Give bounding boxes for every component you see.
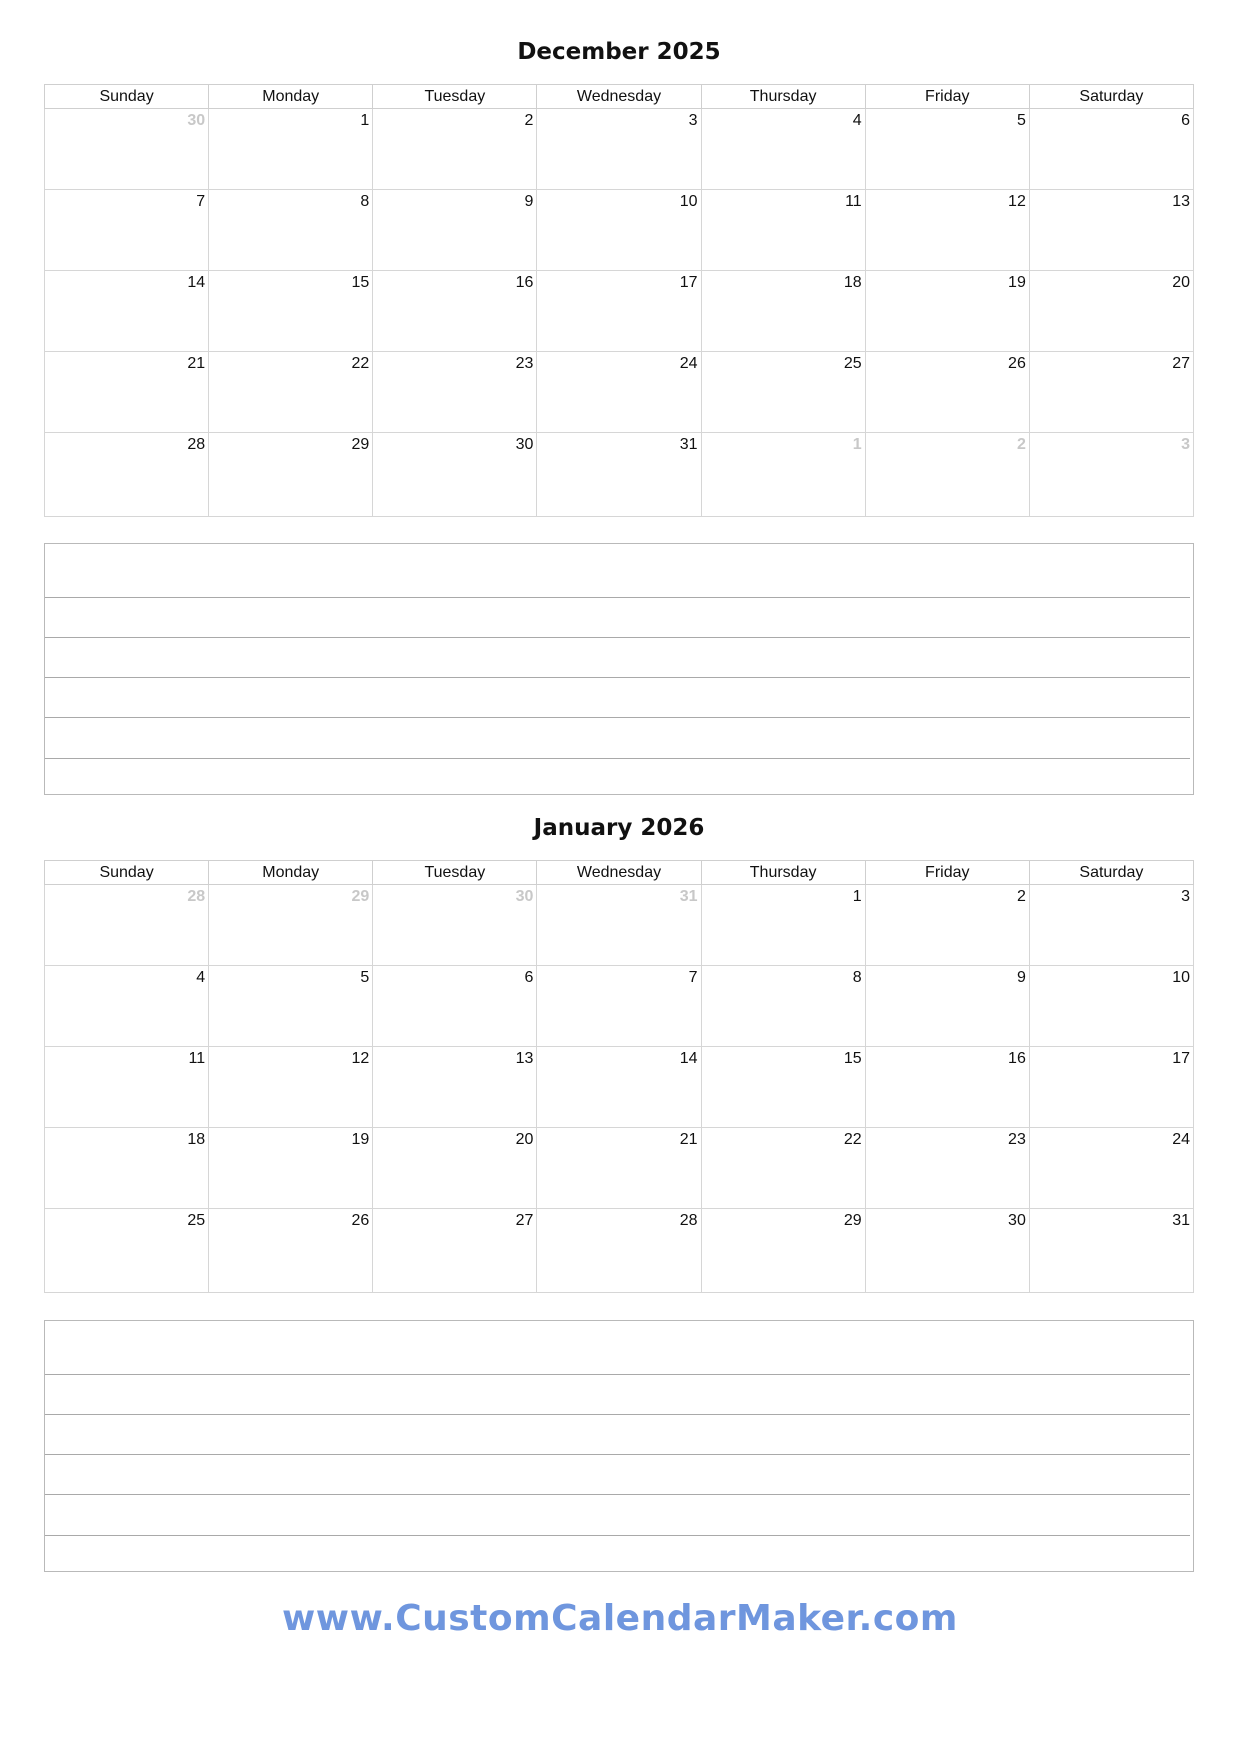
day-cell[interactable]: 26 bbox=[865, 352, 1029, 433]
day-cell[interactable]: 30 bbox=[373, 433, 537, 517]
day-cell[interactable]: 28 bbox=[537, 1209, 701, 1293]
day-cell[interactable]: 28 bbox=[45, 433, 209, 517]
day-cell[interactable]: 2 bbox=[865, 885, 1029, 966]
weekday-header: Thursday bbox=[701, 861, 865, 885]
note-line bbox=[45, 1535, 1190, 1536]
day-cell-other-month[interactable]: 30 bbox=[373, 885, 537, 966]
month-title: December 2025 bbox=[517, 39, 721, 65]
weekday-header: Tuesday bbox=[373, 85, 537, 109]
week-row bbox=[45, 1128, 1194, 1209]
note-line bbox=[45, 637, 1190, 638]
day-cell[interactable]: 16 bbox=[373, 271, 537, 352]
day-cell[interactable]: 31 bbox=[1029, 1209, 1193, 1293]
month-december bbox=[44, 32, 1194, 517]
day-cell[interactable]: 3 bbox=[1029, 885, 1193, 966]
day-cell[interactable]: 10 bbox=[537, 190, 701, 271]
day-cell[interactable]: 12 bbox=[209, 1047, 373, 1128]
day-cell[interactable]: 1 bbox=[701, 885, 865, 966]
day-cell[interactable]: 22 bbox=[209, 352, 373, 433]
day-cell[interactable]: 8 bbox=[701, 966, 865, 1047]
day-cell[interactable]: 12 bbox=[865, 190, 1029, 271]
day-cell[interactable]: 18 bbox=[45, 1128, 209, 1209]
day-cell[interactable]: 17 bbox=[537, 271, 701, 352]
weekday-header: Friday bbox=[865, 85, 1029, 109]
day-cell[interactable]: 16 bbox=[865, 1047, 1029, 1128]
notes-box[interactable] bbox=[44, 543, 1194, 795]
week-row bbox=[45, 190, 1194, 271]
day-cell[interactable]: 13 bbox=[373, 1047, 537, 1128]
note-line bbox=[45, 1494, 1190, 1495]
day-cell[interactable]: 23 bbox=[373, 352, 537, 433]
note-line bbox=[45, 1374, 1190, 1375]
day-cell[interactable]: 26 bbox=[209, 1209, 373, 1293]
weekday-header: Monday bbox=[209, 861, 373, 885]
day-cell[interactable]: 4 bbox=[701, 109, 865, 190]
day-cell[interactable]: 27 bbox=[1029, 352, 1193, 433]
day-cell[interactable]: 30 bbox=[865, 1209, 1029, 1293]
week-row bbox=[45, 1209, 1194, 1293]
day-cell-other-month[interactable]: 31 bbox=[537, 885, 701, 966]
day-cell[interactable]: 10 bbox=[1029, 966, 1193, 1047]
day-cell-other-month[interactable]: 28 bbox=[45, 885, 209, 966]
weekday-header: Saturday bbox=[1029, 85, 1193, 109]
weekday-header: Thursday bbox=[701, 85, 865, 109]
day-cell[interactable]: 8 bbox=[209, 190, 373, 271]
weekday-header-row bbox=[45, 861, 1194, 885]
day-cell-other-month[interactable]: 2 bbox=[865, 433, 1029, 517]
day-cell[interactable]: 21 bbox=[537, 1128, 701, 1209]
day-cell[interactable]: 5 bbox=[209, 966, 373, 1047]
day-cell[interactable]: 21 bbox=[45, 352, 209, 433]
weekday-header: Monday bbox=[209, 85, 373, 109]
calendar-grid bbox=[44, 860, 1194, 1293]
day-cell[interactable]: 13 bbox=[1029, 190, 1193, 271]
day-cell[interactable]: 17 bbox=[1029, 1047, 1193, 1128]
weekday-header-row bbox=[45, 85, 1194, 109]
day-cell-other-month[interactable]: 30 bbox=[45, 109, 209, 190]
week-row bbox=[45, 966, 1194, 1047]
day-cell[interactable]: 29 bbox=[701, 1209, 865, 1293]
day-cell[interactable]: 15 bbox=[209, 271, 373, 352]
day-cell[interactable]: 11 bbox=[45, 1047, 209, 1128]
calendar-grid bbox=[44, 84, 1194, 517]
day-cell[interactable]: 25 bbox=[701, 352, 865, 433]
day-cell[interactable]: 14 bbox=[45, 271, 209, 352]
weekday-header: Wednesday bbox=[537, 85, 701, 109]
weekday-header: Sunday bbox=[45, 861, 209, 885]
day-cell-other-month[interactable]: 1 bbox=[701, 433, 865, 517]
note-line bbox=[45, 717, 1190, 718]
week-row bbox=[45, 352, 1194, 433]
month-title: January 2026 bbox=[533, 815, 705, 841]
day-cell[interactable]: 19 bbox=[209, 1128, 373, 1209]
day-cell[interactable]: 6 bbox=[373, 966, 537, 1047]
day-cell[interactable]: 11 bbox=[701, 190, 865, 271]
website-link[interactable]: www.CustomCalendarMaker.com bbox=[282, 1598, 958, 1639]
day-cell[interactable]: 6 bbox=[1029, 109, 1193, 190]
day-cell[interactable]: 24 bbox=[537, 352, 701, 433]
day-cell[interactable]: 31 bbox=[537, 433, 701, 517]
weekday-header: Wednesday bbox=[537, 861, 701, 885]
day-cell[interactable]: 3 bbox=[537, 109, 701, 190]
week-row bbox=[45, 109, 1194, 190]
day-cell[interactable]: 4 bbox=[45, 966, 209, 1047]
day-cell[interactable]: 20 bbox=[1029, 271, 1193, 352]
day-cell[interactable]: 23 bbox=[865, 1128, 1029, 1209]
note-line bbox=[45, 677, 1190, 678]
note-line bbox=[45, 1414, 1190, 1415]
weekday-header: Friday bbox=[865, 861, 1029, 885]
day-cell[interactable]: 27 bbox=[373, 1209, 537, 1293]
day-cell[interactable]: 5 bbox=[865, 109, 1029, 190]
week-row bbox=[45, 433, 1194, 517]
day-cell[interactable]: 7 bbox=[45, 190, 209, 271]
day-cell[interactable]: 20 bbox=[373, 1128, 537, 1209]
day-cell[interactable]: 22 bbox=[701, 1128, 865, 1209]
weekday-header: Tuesday bbox=[373, 861, 537, 885]
day-cell[interactable]: 24 bbox=[1029, 1128, 1193, 1209]
day-cell[interactable]: 7 bbox=[537, 966, 701, 1047]
week-row bbox=[45, 885, 1194, 966]
weekday-header: Saturday bbox=[1029, 861, 1193, 885]
day-cell[interactable]: 18 bbox=[701, 271, 865, 352]
day-cell[interactable]: 19 bbox=[865, 271, 1029, 352]
day-cell-other-month[interactable]: 3 bbox=[1029, 433, 1193, 517]
note-line bbox=[45, 597, 1190, 598]
day-cell[interactable]: 1 bbox=[209, 109, 373, 190]
day-cell[interactable]: 2 bbox=[373, 109, 537, 190]
weekday-header: Sunday bbox=[45, 85, 209, 109]
note-line bbox=[45, 1454, 1190, 1455]
notes-box[interactable] bbox=[44, 1320, 1194, 1572]
week-row bbox=[45, 1047, 1194, 1128]
day-cell[interactable]: 9 bbox=[865, 966, 1029, 1047]
day-cell[interactable]: 15 bbox=[701, 1047, 865, 1128]
month-january bbox=[44, 808, 1194, 1293]
day-cell-other-month[interactable]: 29 bbox=[209, 885, 373, 966]
day-cell[interactable]: 25 bbox=[45, 1209, 209, 1293]
day-cell[interactable]: 29 bbox=[209, 433, 373, 517]
day-cell[interactable]: 14 bbox=[537, 1047, 701, 1128]
note-line bbox=[45, 758, 1190, 759]
day-cell[interactable]: 9 bbox=[373, 190, 537, 271]
week-row bbox=[45, 271, 1194, 352]
